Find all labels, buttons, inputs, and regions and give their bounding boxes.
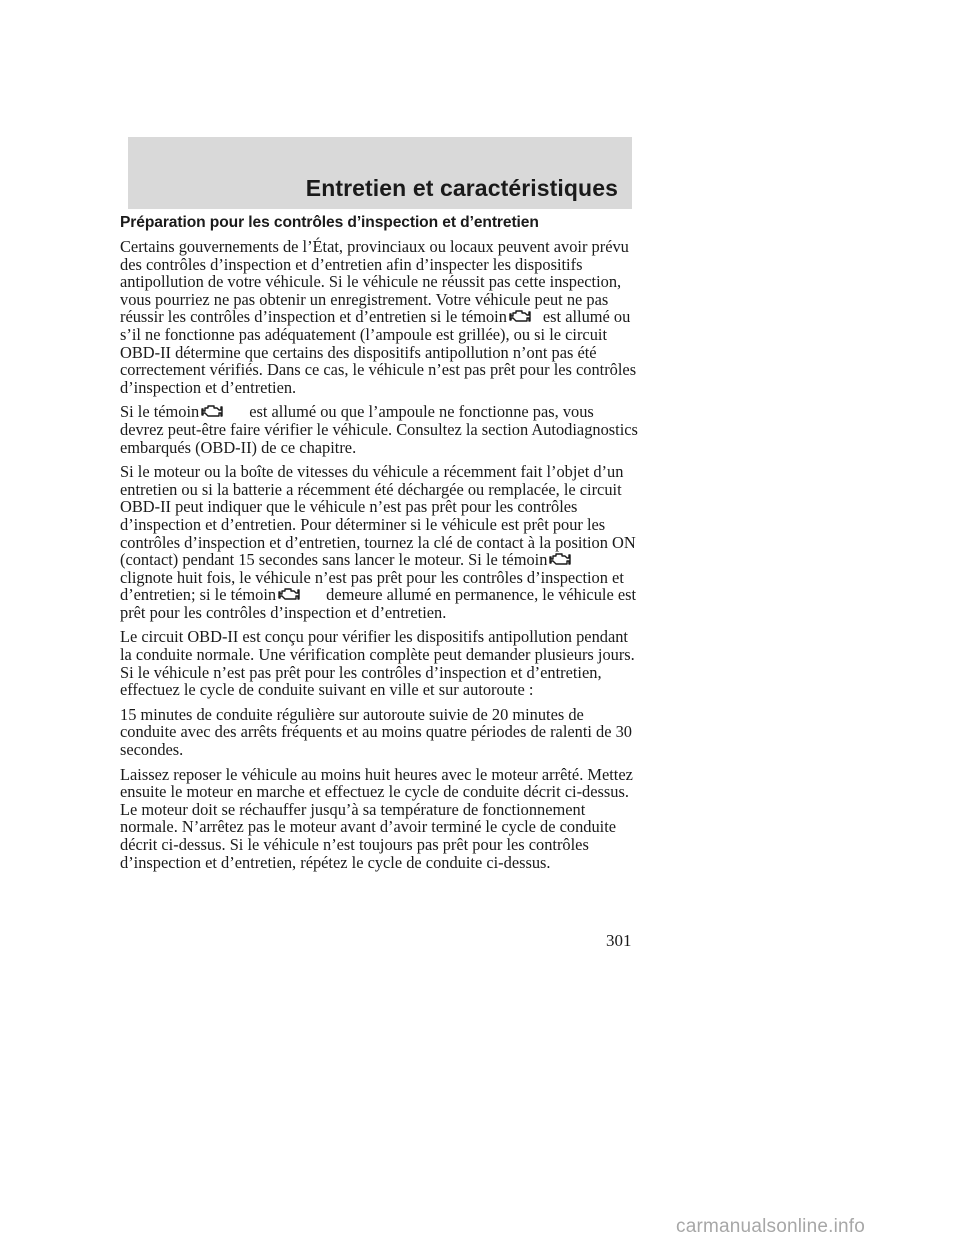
paragraph-1 bbox=[120, 238, 638, 396]
check-engine-icon bbox=[278, 586, 300, 602]
chapter-header-band bbox=[128, 137, 632, 209]
page-number: 301 bbox=[606, 931, 632, 950]
page-content bbox=[120, 213, 638, 878]
paragraph-2 bbox=[120, 403, 638, 456]
chapter-title: Entretien et caractéristiques bbox=[305, 175, 618, 201]
paragraph-4: Le circuit OBD-II est conçu pour vérifier les dispositifs antipollution pendant la conduite normale. Une vérification complète peut demander plusieurs jours. Si le véhicule n’est pas prêt pour les contrôles d’inspection et d’entretien, effectuez le cycle de conduite suivant en ville et sur autoroute : bbox=[120, 627, 635, 700]
paragraph-3 bbox=[120, 463, 638, 621]
paragraph-text: clignote huit fois, le véhicule n’est pas prêt pour les contrôles d’inspection et d’entretien; si le témoin bbox=[120, 567, 624, 605]
paragraph-text: est allumé ou que l’ampoule ne fonctionne pas, vous devrez peut-être faire vérifier le véhicule. Consultez la section Autodiagnostics embarqués (OBD-II) de ce chapitre. bbox=[120, 402, 638, 457]
paragraph-5: 15 minutes de conduite régulière sur autoroute suivie de 20 minutes de conduite avec des arrêts fréquents et au moins quatre périodes de ralenti de 30 secondes. bbox=[120, 704, 633, 760]
paragraph-6: Laissez reposer le véhicule au moins huit heures avec le moteur arrêté. Mettez ensuite le moteur en marche et effectuez le cycle de conduite décrit ci-dessus. Le moteur doit se réchauffer jusqu’à sa température de fonctionnement normale. N’arrêtez pas le moteur avant d’avoir terminé le cycle de conduite décrit ci-dessus. Si le véhicule n’est toujours pas prêt pour les contrôles d’inspection et d’entretien, répétez le cycle de conduite ci-dessus. bbox=[120, 764, 633, 872]
check-engine-icon bbox=[509, 308, 531, 324]
paragraph-text: Si le témoin bbox=[120, 402, 200, 422]
paragraph-text: Si le moteur ou la boîte de vitesses du véhicule a récemment fait l’objet d’un entretien ou si la batterie a récemment été déchargée ou remplacée, le circuit OBD-II peut indiquer que le véhicule n’est pas prêt pour les contrôles d’inspection et d’entretien. Pour déterminer si le véhicule est prêt pour les contrôles d’inspection et d’entretien, tournez la clé de contact à la position ON (contact) pendant 15 secondes sans lancer le moteur. Si le témoin bbox=[120, 462, 636, 570]
paragraph-text: demeure allumé en permanence, le véhicule est prêt pour les contrôles d’inspection et d’entretien. bbox=[120, 585, 637, 622]
footer-watermark: carmanualsonline.info bbox=[676, 1216, 866, 1237]
check-engine-icon bbox=[201, 403, 223, 419]
paragraph-text: est allumé ou s’il ne fonctionne pas adéquatement (l’ampoule est grillée), ou si le circuit OBD-II détermine que certains des dispositifs antipollution n’ont pas été correctement vérifiés. Dans ce cas, le véhicule n’est pas prêt pour les contrôles d’inspection et d’entretien. bbox=[120, 307, 637, 397]
paragraph-text: Certains gouvernements de l’État, provinciaux ou locaux peuvent avoir prévu des contrôles d’inspection et d’entretien afin d’inspecter les dispositifs antipollution de votre véhicule. Si le véhicule ne réussit pas cette inspection, vous pourriez ne pas obtenir un enregistrement. Votre véhicule peut ne pas réussir les contrôles d’inspection et d’entretien si le témoin bbox=[120, 237, 629, 327]
section-heading: Préparation pour les contrôles d’inspection et d’entretien bbox=[120, 214, 539, 231]
check-engine-icon bbox=[549, 551, 571, 567]
